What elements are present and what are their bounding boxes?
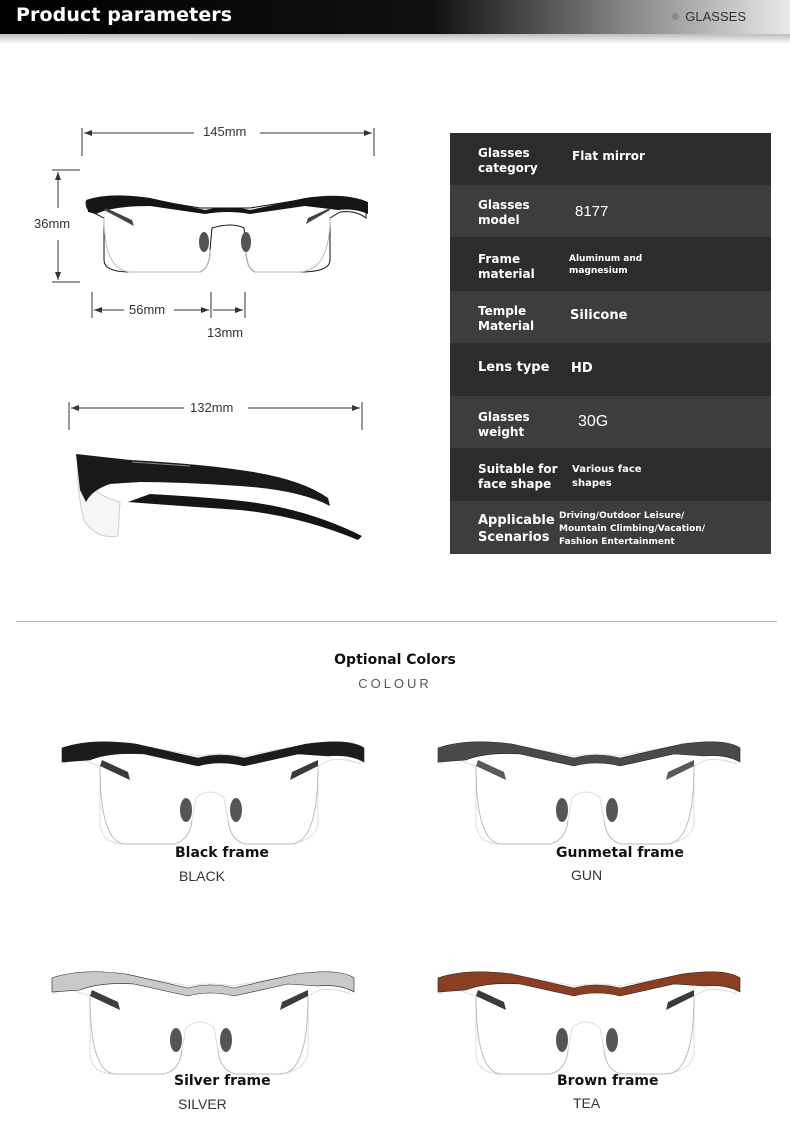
spec-value-model: 8177: [575, 203, 609, 220]
spec-key-face-shape: Suitable for face shape: [478, 462, 558, 491]
spec-value-weight: 30G: [578, 413, 609, 430]
dim-lens-width: 56mm: [129, 302, 166, 317]
spec-table: [450, 133, 771, 554]
spec-key-model: Glasses model: [478, 198, 530, 227]
dim-temple-length: 132mm: [190, 400, 234, 415]
color-code-gunmetal: GUN: [571, 867, 603, 883]
page-title: Product parameters: [16, 4, 233, 26]
spec-value-lens-type: HD: [571, 361, 593, 376]
color-name-gunmetal: Gunmetal frame: [556, 845, 684, 861]
color-code-black: BLACK: [179, 868, 225, 884]
spec-key-scenarios: Applicable Scenarios: [478, 513, 555, 545]
glasses-front-image: [86, 195, 368, 272]
header-shadow: [0, 34, 790, 44]
bullet-icon: [672, 13, 679, 20]
category-tag-label: GLASSES: [685, 9, 746, 24]
glasses-black-image: [62, 742, 364, 844]
category-tag: [672, 9, 746, 24]
glasses-brown-image: [438, 972, 740, 1074]
section-divider: [16, 621, 777, 622]
dim-bridge-width: 13mm: [207, 325, 244, 340]
spec-key-frame-material: Frame material: [478, 252, 535, 281]
color-code-silver: SILVER: [178, 1096, 227, 1112]
glasses-silver-image: [52, 972, 354, 1074]
spec-key-weight: Glasses weight: [478, 410, 530, 439]
header-bar: [0, 0, 790, 34]
spec-value-scenarios: Driving/Outdoor Leisure/ Mountain Climbing/Vacation/ Fashion Entertainment: [559, 511, 705, 547]
spec-value-face-shape: Various face shapes: [572, 464, 642, 489]
glasses-side-image: [76, 454, 362, 540]
glasses-gunmetal-image: [438, 742, 740, 844]
spec-key-temple-material: Temple Material: [478, 304, 535, 333]
spec-value-category: Flat mirror: [572, 149, 645, 163]
colors-subtitle: COLOUR: [358, 676, 432, 691]
dim-total-width: 145mm: [203, 124, 247, 139]
spec-value-temple-material: Silicone: [570, 308, 628, 323]
color-name-silver: Silver frame: [174, 1073, 271, 1089]
color-variant-images: [0, 720, 790, 1100]
color-name-black: Black frame: [175, 845, 269, 861]
color-name-brown: Brown frame: [557, 1073, 659, 1089]
spec-key-lens-type: Lens type: [478, 360, 550, 375]
color-code-brown: TEA: [573, 1095, 601, 1111]
colors-title: Optional Colors: [334, 652, 456, 668]
spec-value-frame-material: Aluminum and magnesium: [569, 254, 643, 276]
spec-key-category: Glasses category: [478, 146, 538, 175]
dim-height: 36mm: [34, 216, 71, 231]
